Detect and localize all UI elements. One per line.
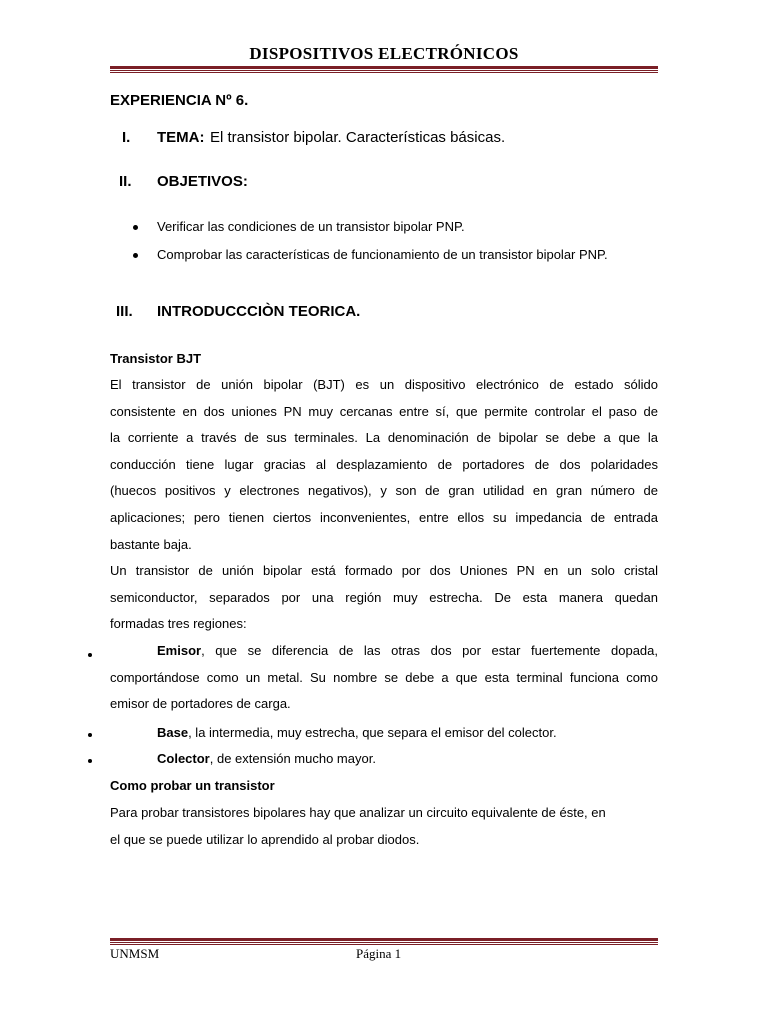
region-description: , la intermedia, muy estrecha, que separa el emisor del colector. — [188, 725, 557, 740]
paragraph-line: comportándose como un metal. Su nombre se debe a que esta terminal funciona como — [110, 669, 658, 685]
footer-institution: UNMSM — [110, 946, 160, 961]
paragraph-line: el que se puede utilizar lo aprendido al probar diodos. — [110, 831, 420, 847]
region-term: Emisor — [157, 643, 202, 658]
paragraph-line: aplicaciones; pero tienen ciertos inconvenientes, entre ellos su impedancia de entrada — [110, 509, 658, 525]
bullet-icon — [133, 225, 138, 230]
subtitle-como-probar: Como probar un transistor — [110, 778, 275, 793]
section-text: El transistor bipolar. Características básicas. — [210, 129, 506, 146]
footer-rule — [110, 938, 658, 945]
bullet-icon — [88, 759, 92, 763]
section-label: OBJETIVOS: — [157, 173, 248, 190]
section-label: INTRODUCCCIÒN TEORICA. — [157, 303, 361, 320]
header-rule — [110, 66, 658, 73]
subtitle-transistor-bjt: Transistor BJT — [110, 351, 202, 366]
paragraph-line: emisor de portadores de carga. — [110, 696, 291, 712]
region-term: Colector — [157, 751, 210, 766]
bullet-icon — [88, 653, 92, 657]
document-header-title: DISPOSITIVOS ELECTRÓNICOS — [249, 44, 519, 63]
bullet-icon — [88, 733, 92, 737]
section-number: III. — [116, 303, 133, 320]
paragraph-line: semiconductor, separados por una región muy estrecha. De esta manera quedan — [110, 589, 658, 605]
paragraph-bjt-definition — [110, 372, 658, 558]
section-number: I. — [122, 129, 131, 146]
region-colector-text — [157, 751, 376, 766]
region-description: , que se diferencia de las otras dos por estar fuertemente dopada, — [201, 643, 658, 658]
paragraph-bjt-structure — [110, 558, 658, 638]
paragraph-line: formadas tres regiones: — [110, 616, 247, 632]
objective-text: Verificar las condiciones de un transistor bipolar PNP. — [157, 219, 465, 234]
experience-title: EXPERIENCIA Nº 6. — [110, 92, 249, 109]
paragraph-line: la corriente a través de sus terminales. La denominación de bipolar se debe a que la — [110, 430, 658, 446]
paragraph-line — [110, 638, 658, 665]
paragraph-probar-transistor — [110, 800, 658, 853]
paragraph-line: consistente en dos uniones PN muy cercanas entre sí, que permite controlar el paso de — [110, 403, 658, 419]
paragraph-line: Un transistor de unión bipolar está formado por dos Uniones PN en un solo cristal — [110, 563, 658, 578]
paragraph-line: El transistor de unión bipolar (BJT) es un dispositivo electrónico de estado sólido — [110, 377, 658, 392]
objective-text: Comprobar las características de funcionamiento de un transistor bipolar PNP. — [157, 247, 608, 262]
paragraph-line: bastante baja. — [110, 536, 192, 552]
paragraph-line: conducción tiene lugar gracias al desplazamiento de portadores de dos polaridades — [110, 456, 658, 472]
bullet-icon — [133, 253, 138, 258]
paragraph-line: Para probar transistores bipolares hay que analizar un circuito equivalente de éste, en — [110, 805, 606, 820]
region-description: , de extensión mucho mayor. — [209, 751, 376, 766]
region-emisor-text — [110, 638, 658, 718]
page-number: Página 1 — [356, 946, 402, 961]
region-term: Base — [157, 725, 189, 740]
section-number: II. — [119, 173, 132, 190]
region-base-text — [157, 725, 557, 740]
section-label: TEMA: — [157, 129, 205, 146]
paragraph-line: (huecos positivos y electrones negativos), y son de gran utilidad en gran número de — [110, 483, 658, 499]
